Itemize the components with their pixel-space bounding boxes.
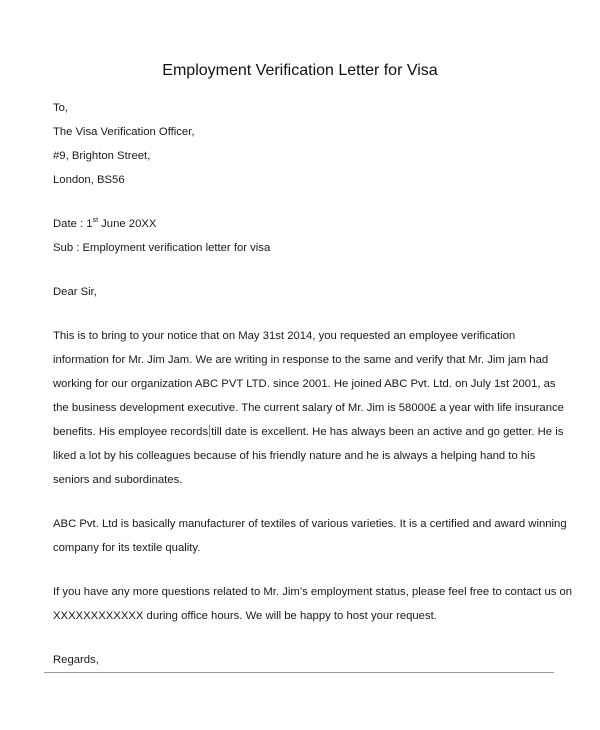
spacer (53, 192, 553, 212)
letter-greeting: Dear Sir, (53, 286, 97, 298)
address-to: To, (53, 102, 69, 114)
spacer (53, 260, 553, 280)
date-label: Date : 1 (53, 218, 93, 230)
paragraph2-line: ABC Pvt. Ltd is basically manufacturer of textiles of various varieties. It is a certified and award winning (53, 518, 567, 530)
paragraph2-line: company for its textile quality. (53, 542, 201, 554)
bottom-divider (44, 672, 554, 673)
address-street: #9, Brighton Street, (53, 150, 151, 162)
text-cursor (209, 425, 210, 437)
date-rest: June 20XX (98, 218, 157, 230)
date-ordinal: st (92, 217, 99, 225)
paragraph1-line5-end: till date is excellent. He has always been an active and go getter. He is (211, 426, 564, 438)
document-title: Employment Verification Letter for Visa (162, 62, 438, 79)
address-city: London, BS56 (53, 174, 125, 186)
address-recipient: The Visa Verification Officer, (53, 126, 195, 138)
spacer (53, 492, 553, 512)
paragraph1-line: seniors and subordinates. (53, 474, 183, 486)
paragraph1-line: liked a lot by his colleagues because of his friendly nature and he is always a helping hand to his (53, 450, 536, 462)
spacer (53, 628, 553, 648)
paragraph3-line: If you have any more questions related to Mr. Jim’s employment status, please feel free to contact us on (53, 586, 573, 598)
paragraph1-line (53, 420, 564, 444)
paragraph1-line: information for Mr. Jim Jam. We are writing in response to the same and verify that Mr. Jim jam had (53, 354, 549, 366)
letter-date (53, 212, 553, 236)
spacer (53, 560, 553, 580)
paragraph1-line: the business development executive. The current salary of Mr. Jim is 58000£ a year with life insurance (53, 402, 564, 414)
paragraph3-line: XXXXXXXXXXXX during office hours. We will be happy to host your request. (53, 610, 437, 622)
letter-closing: Regards, (53, 654, 99, 666)
letter-body (53, 96, 573, 672)
paragraph1-line: This is to bring to your notice that on May 31st 2014, you requested an employee verification (53, 330, 516, 342)
paragraph1-line: working for our organization ABC PVT LTD. since 2001. He joined ABC Pvt. Ltd. on July 1st 2001, as (53, 378, 556, 390)
letter-subject: Sub : Employment verification letter for visa (53, 242, 271, 254)
paragraph1-line5-start: benefits. His employee records (53, 426, 209, 438)
spacer (53, 304, 553, 324)
